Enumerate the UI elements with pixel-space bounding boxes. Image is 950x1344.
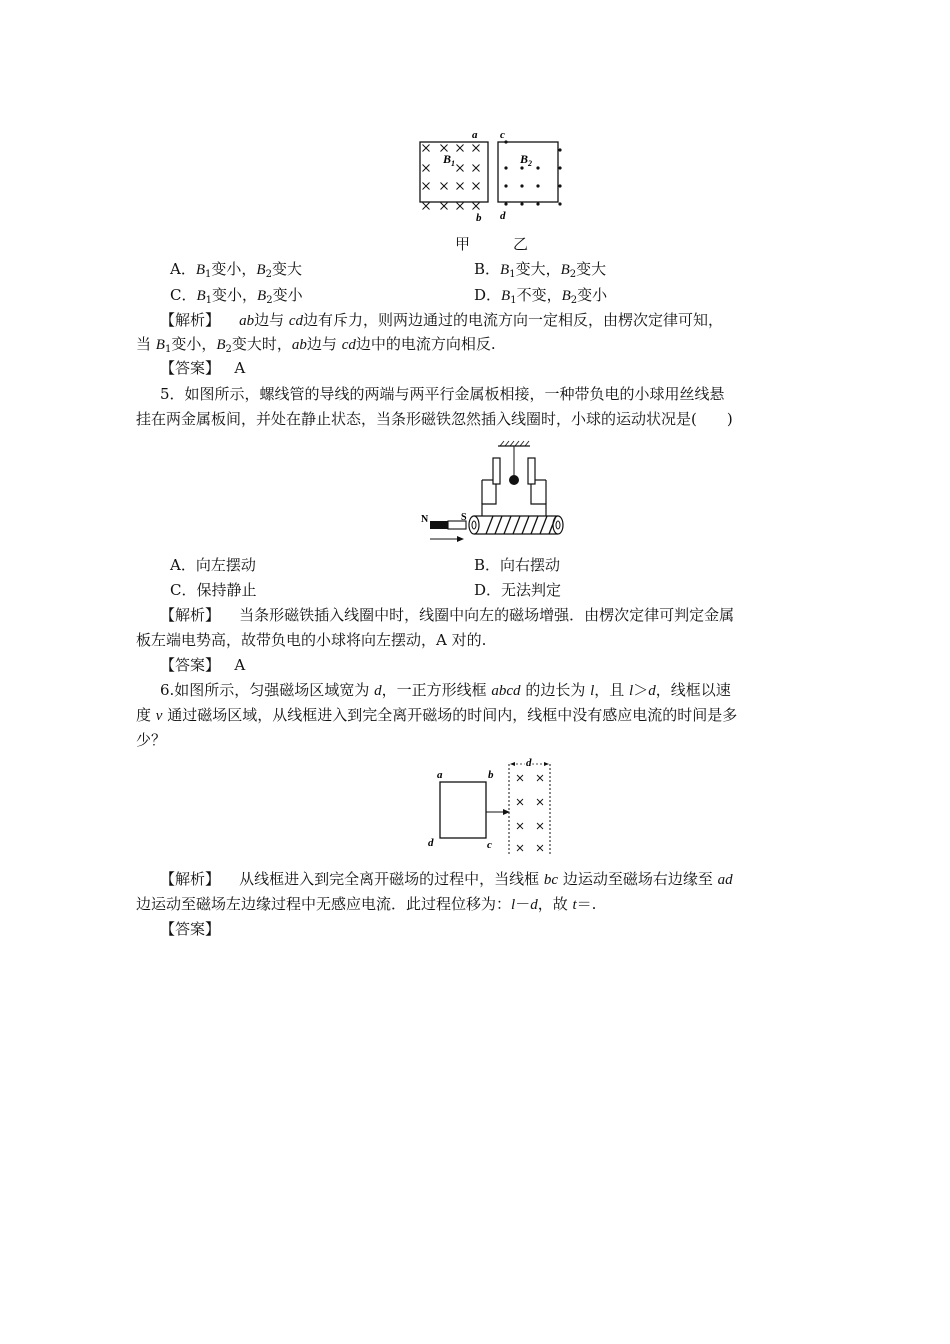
magnetic-field-figure-q4 (410, 126, 570, 226)
q5-analysis-line2: 板左端电势高，故带负电的小球将向左摆动，A 对的. (136, 631, 487, 649)
label-d: d (428, 837, 434, 849)
field-into-page-marks (517, 775, 543, 851)
label-a: a (437, 769, 443, 781)
field-region-b1 (420, 142, 488, 202)
q5-analysis-line1: 【解析】 当条形磁铁插入线圈中时，线圈中向左的磁场增强．由楞次定律可判定金属 (160, 606, 735, 624)
label-d: d (500, 210, 506, 222)
label-width-d: d (526, 757, 532, 769)
label-B2: $B_2$ (520, 152, 533, 168)
caption-jia: 甲 (455, 235, 471, 253)
q4-option-a: A．$B_1$变小，$B_2$变大 (170, 260, 302, 280)
label-c: c (500, 129, 505, 141)
label-B1: $B_1$ (443, 152, 456, 168)
q6-analysis-line2: 边运动至磁场左边缘过程中无感应电流．此过程位移为：l－d，故 t＝. (136, 895, 597, 913)
square-loop-figure-q6 (424, 756, 564, 862)
q6-answer: 【答案】 (160, 920, 221, 938)
field-region-b2 (498, 142, 558, 202)
field-out-of-page-marks (504, 140, 561, 205)
q5-stem-line2: 挂在两金属板间，并处在静止状态，当条形磁铁忽然插入线圈时，小球的运动状况是( ) (136, 410, 733, 428)
label-a: a (472, 129, 478, 141)
q5-answer: 【答案】 A (160, 656, 246, 674)
label-b: b (476, 212, 482, 224)
solenoid-figure-q5 (420, 440, 570, 546)
label-c: c (487, 839, 492, 851)
q4-analysis-line2: 当 $B_1$变小，$B_2$变大时，ab边与 cd边中的电流方向相反. (136, 335, 496, 355)
square-loop (440, 782, 486, 838)
metal-plate-left (493, 458, 500, 484)
q5-option-b: B．向右摆动 (474, 556, 561, 574)
q5-option-d: D．无法判定 (474, 581, 562, 599)
q6-analysis-line1: 【解析】 从线框进入到完全离开磁场的过程中，当线框 bc 边运动至磁场右边缘至 ad (160, 870, 733, 888)
caption-yi: 乙 (513, 235, 529, 253)
bar-magnet (421, 512, 467, 529)
q4-analysis-line1: 【解析】 ab边与 cd边有斥力，则两边通过的电流方向一定相反，由楞次定律可知， (160, 311, 724, 329)
q6-stem-line1: 6.如图所示，匀强磁场区域宽为 d，一正方形线框 abcd 的边长为 l，且 l＞d，线框以速 (160, 681, 731, 699)
q5-option-c: C．保持静止 (170, 581, 257, 599)
q6-stem-line3: 少？ (136, 731, 167, 749)
label-b: b (488, 769, 494, 781)
q6-stem-line2: 度 v 通过磁场区域，从线框进入到完全离开磁场的时间内，线框中没有感应电流的时间是多 (136, 706, 738, 724)
svg-text:N: N (421, 514, 429, 525)
solenoid (469, 516, 563, 534)
q4-option-c: C．$B_1$变小，$B_2$变小 (170, 286, 303, 306)
q4-option-b: B．$B_1$变大，$B_2$变大 (474, 260, 607, 280)
q4-option-d: D．$B_1$不变，$B_2$变小 (474, 286, 608, 306)
q4-answer: 【答案】 A (160, 359, 246, 377)
metal-plate-right (528, 458, 535, 484)
charged-ball (509, 475, 519, 485)
svg-text:S: S (461, 512, 467, 523)
q5-stem-line1: 5．如图所示，螺线管的导线的两端与两平行金属板相接，一种带负电的小球用丝线悬 (160, 385, 725, 403)
q5-option-a: A．向左摆动 (170, 556, 256, 574)
